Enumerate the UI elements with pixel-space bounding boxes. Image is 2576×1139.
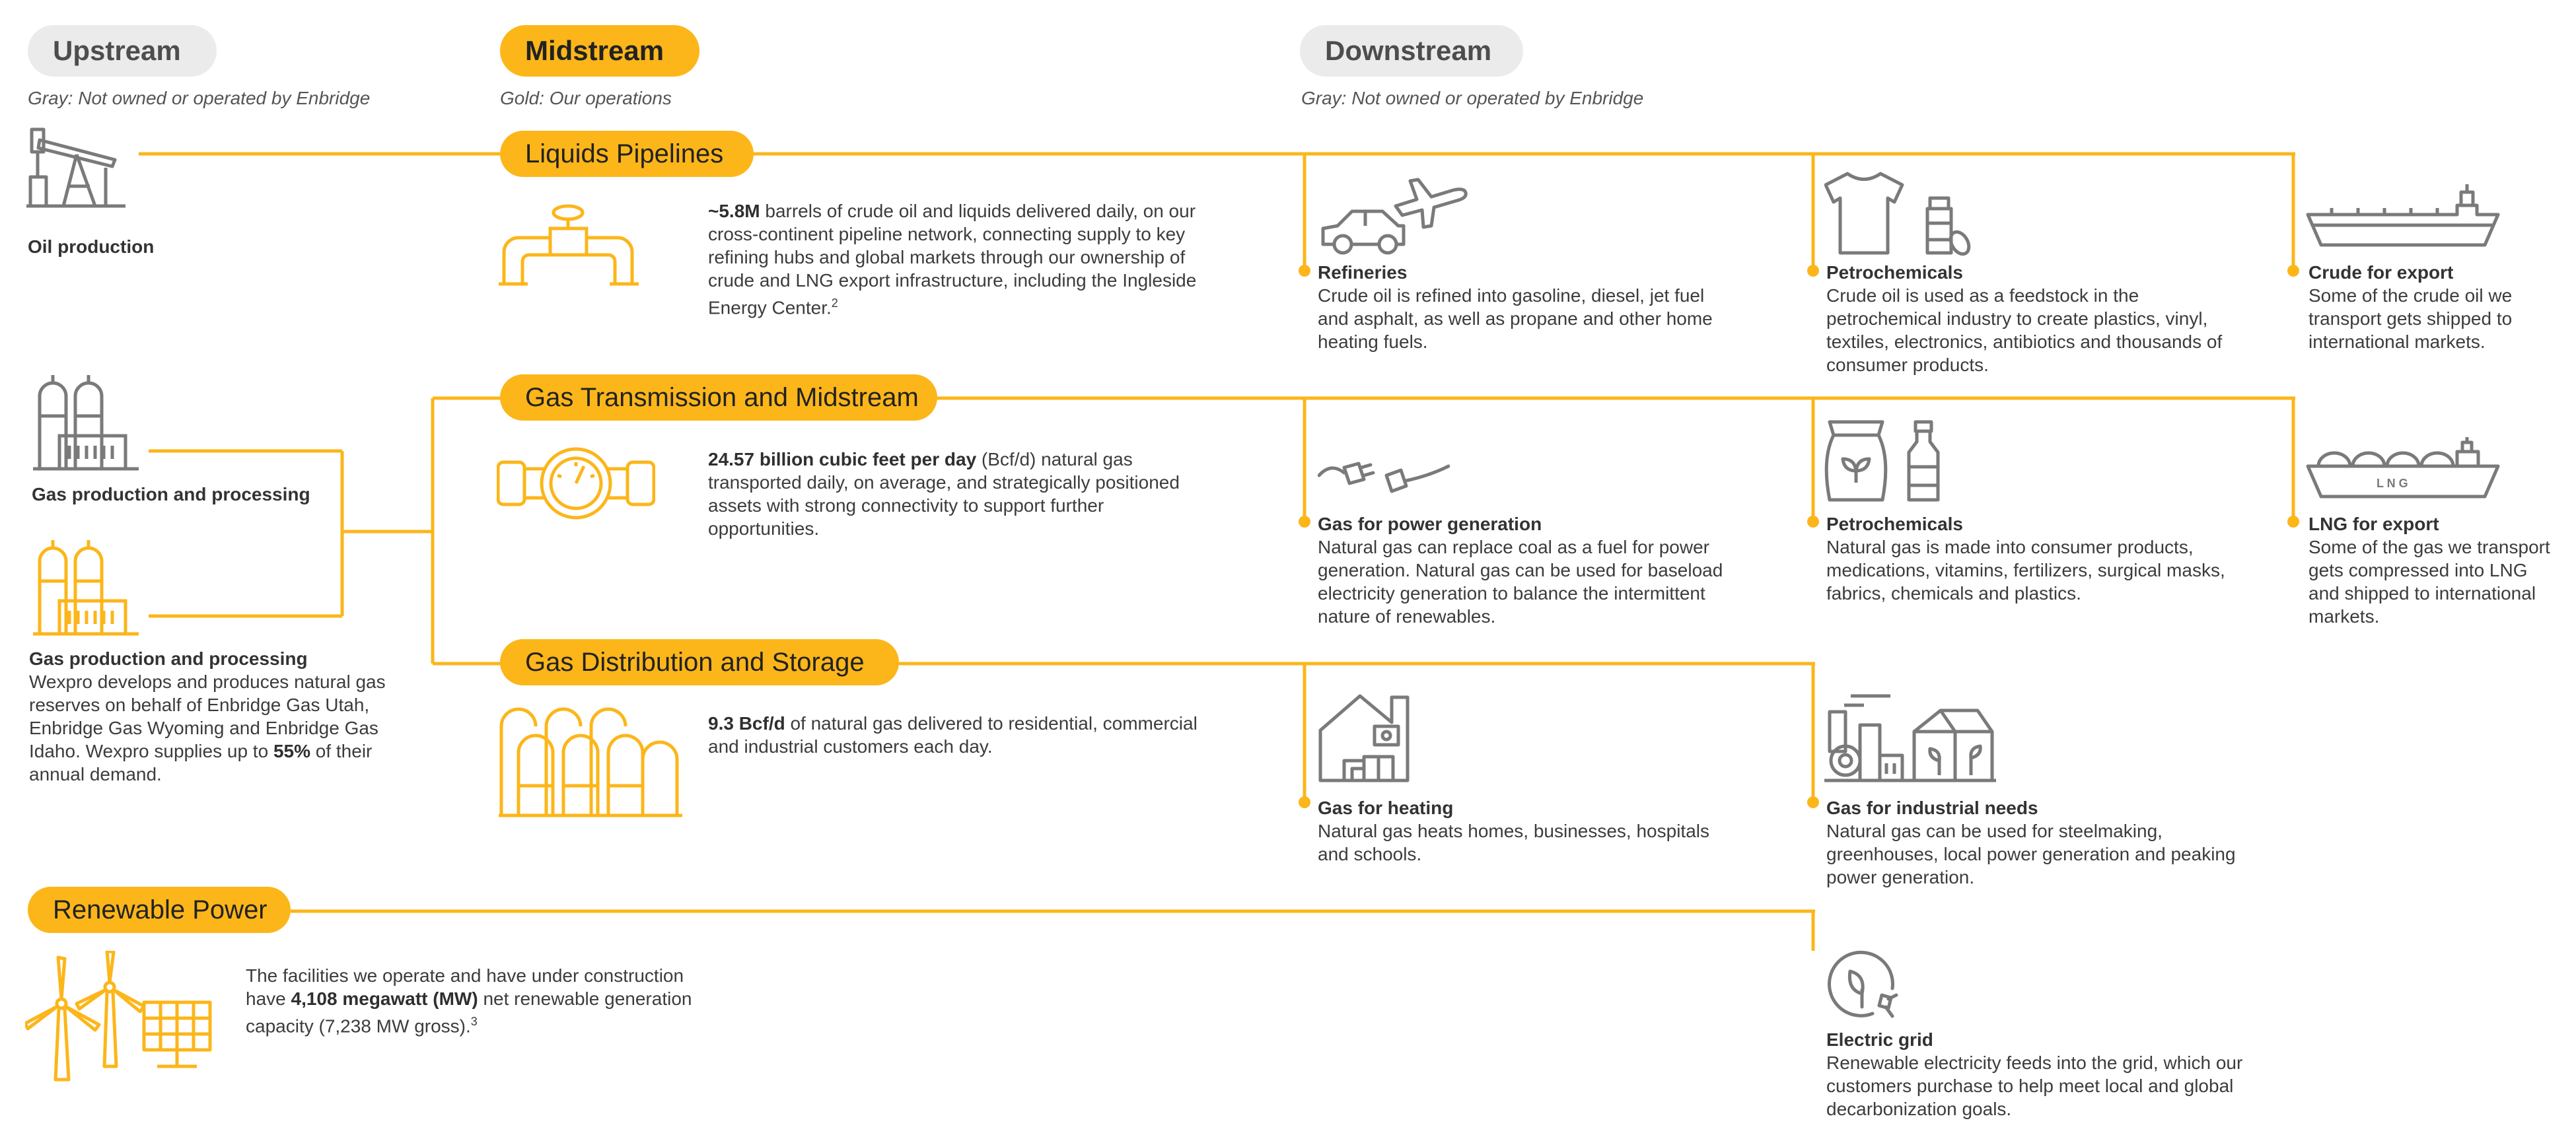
upstream-header: Upstream	[28, 25, 217, 77]
wexpro-title: Gas production and processing	[29, 648, 308, 669]
renewable-text-end: net renewable generation capacity (7,238 MW gross).	[246, 988, 692, 1037]
gas-transmission-volume: 24.57 billion cubic feet per day	[708, 449, 977, 469]
petrochemicals-oil-text: Crude oil is used as a feedstock in the petrochemical industry to create plastics, vinyl, textiles, electronics, antibiotics and thousands of consumer products.	[1826, 285, 2223, 375]
renewable-description	[246, 964, 721, 1037]
petrochemicals-oil-block	[1826, 261, 2236, 376]
car-plane-icon	[1318, 173, 1470, 259]
power-generation-title: Gas for power generation	[1318, 514, 1542, 534]
pipeline-gauge-icon	[497, 444, 655, 523]
gas-plant-gray-icon	[33, 370, 139, 472]
gas-distribution-text: of natural gas delivered to residential, commercial and industrial customers each day.	[708, 713, 1198, 757]
crude-export-title: Crude for export	[2308, 262, 2454, 283]
wexpro-demand-share: 55%	[273, 741, 310, 761]
wexpro-text-end: of their annual demand.	[29, 741, 373, 784]
wexpro-text: Wexpro develops and produces natural gas reserves on behalf of Enbridge Gas Utah, Enbridge Gas Wyoming and Enbridge Gas Idaho. Wexpro supplies up to	[29, 672, 386, 761]
heating-title: Gas for heating	[1318, 798, 1454, 818]
renewable-capacity: 4,108 megawatt (MW)	[291, 988, 478, 1009]
lng-ship-text: L N G	[2377, 477, 2408, 490]
petrochemicals-gas-text: Natural gas is made into consumer products, medications, vitamins, fertilizers, surgical masks, fabrics, chemicals and plastics.	[1826, 537, 2225, 604]
refineries-text: Crude oil is refined into gasoline, diesel, jet fuel and asphalt, as well as propane and other home heating fuels.	[1318, 285, 1713, 352]
crude-export-text: Some of the crude oil we transport gets shipped to international markets.	[2308, 285, 2513, 352]
oil-production-label: Oil production	[28, 236, 155, 257]
factory-greenhouse-icon	[1824, 692, 1996, 784]
lng-export-text: Some of the gas we transport gets compressed into LNG and shipped to international markets.	[2308, 537, 2550, 627]
renewable-power-pill: Renewable Power	[28, 887, 291, 933]
heating-block	[1318, 796, 1727, 866]
lng-export-block	[2308, 512, 2559, 628]
renewable-text: The facilities we operate and have under construction have	[246, 965, 684, 1009]
lng-ship-icon	[2305, 436, 2503, 502]
industrial-title: Gas for industrial needs	[1826, 798, 2038, 818]
petrochemicals-gas-block	[1826, 512, 2236, 605]
power-generation-block	[1318, 512, 1740, 628]
gas-production-label: Gas production and processing	[32, 484, 310, 504]
oil-pump-icon	[26, 120, 125, 219]
gas-distribution-pill: Gas Distribution and Storage	[500, 639, 899, 685]
petrochemicals-oil-title: Petrochemicals	[1826, 262, 1963, 283]
gas-distribution-volume: 9.3 Bcf/d	[708, 713, 785, 734]
renewable-footnote: 3	[470, 1015, 478, 1028]
gas-transmission-description	[708, 448, 1210, 540]
downstream-header: Downstream	[1300, 25, 1523, 77]
midstream-legend-note: Gold: Our operations	[500, 88, 672, 108]
liquids-footnote: 2	[831, 296, 838, 310]
liquids-pipelines-pill: Liquids Pipelines	[500, 131, 754, 177]
gas-transmission-pill: Gas Transmission and Midstream	[500, 374, 937, 421]
lng-export-title: LNG for export	[2308, 514, 2439, 534]
liquids-description	[708, 199, 1210, 319]
industrial-block	[1826, 796, 2236, 889]
electric-grid-text: Renewable electricity feeds into the grid, which our customers purchase to help meet local and global decarbonization goals.	[1826, 1053, 2243, 1119]
industrial-text: Natural gas can be used for steelmaking, greenhouses, local power generation and peaking power generation.	[1826, 821, 2236, 887]
power-plug-icon	[1318, 449, 1450, 502]
wexpro-description	[29, 647, 406, 786]
fertilizer-bottle-icon	[1824, 419, 1963, 505]
house-meter-icon	[1318, 692, 1417, 784]
tshirt-bottle-icon	[1824, 170, 1976, 259]
gas-distribution-description	[708, 712, 1210, 758]
storage-tanks-icon	[499, 707, 684, 819]
gas-transmission-text: (Bcf/d) natural gas transported daily, on average, and strategically positioned assets with strong connectivity to support further opportunities.	[708, 449, 1180, 539]
tanker-ship-icon	[2305, 182, 2503, 254]
electric-grid-title: Electric grid	[1826, 1029, 1933, 1050]
petrochemicals-gas-title: Petrochemicals	[1826, 514, 1963, 534]
upstream-legend-note: Gray: Not owned or operated by Enbridge	[28, 88, 371, 108]
power-generation-text: Natural gas can replace coal as a fuel for power generation. Natural gas can be used for baseload electricity generation to balance the intermittent nature of renewables.	[1318, 537, 1723, 627]
electric-grid-icon	[1826, 948, 1899, 1020]
wind-solar-icon	[25, 951, 217, 1083]
pipeline-valve-icon	[499, 198, 641, 294]
midstream-header: Midstream	[500, 25, 699, 77]
liquids-text: barrels of crude oil and liquids delivered daily, on our cross-continent pipeline network, connecting supply to key refining hubs and global markets through our ownership of crude and LNG export infrastructure, including the Ingleside Energy Center.	[708, 201, 1197, 318]
refineries-block	[1318, 261, 1714, 353]
liquids-volume: ~5.8M	[708, 201, 760, 221]
gas-plant-gold-icon	[33, 535, 139, 637]
crude-export-block	[2308, 261, 2559, 353]
downstream-legend-note: Gray: Not owned or operated by Enbridge	[1301, 88, 1644, 108]
refineries-title: Refineries	[1318, 262, 1408, 283]
electric-grid-block	[1826, 1028, 2249, 1121]
heating-text: Natural gas heats homes, businesses, hospitals and schools.	[1318, 821, 1709, 864]
